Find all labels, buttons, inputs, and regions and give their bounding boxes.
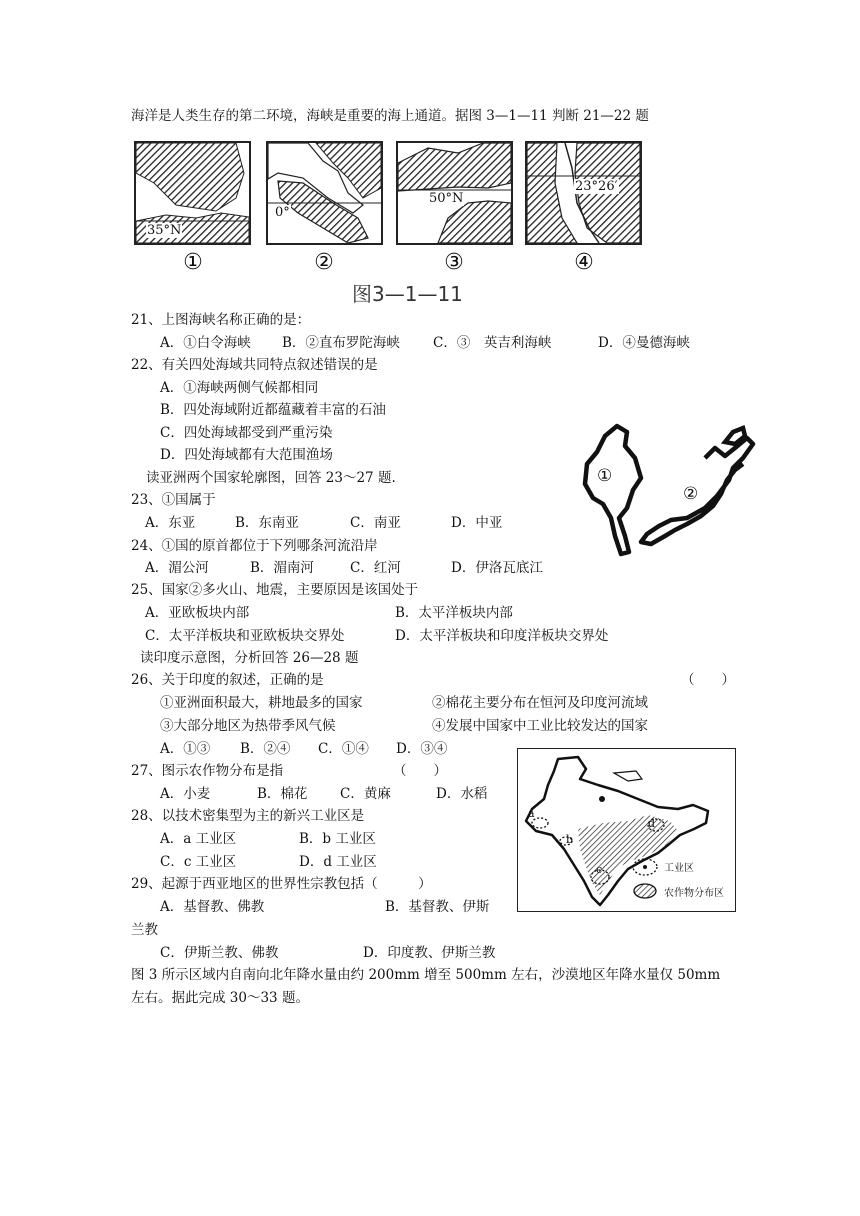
q27-stem: 27、图示农作物分布是指 xyxy=(131,763,284,779)
legend-crop-label: 农作物分布区 xyxy=(664,888,724,899)
q27-answer-bracket: （ ） xyxy=(393,763,447,779)
closing-line-2: 左右。据此完成 30～33 题。 xyxy=(131,990,309,1006)
strait-map-2 xyxy=(266,141,383,245)
strait-map-3 xyxy=(396,141,513,245)
strait-map-1-number: ① xyxy=(183,250,203,275)
q21-option-c: C．③ 英吉利海峡 xyxy=(433,335,552,351)
q21-option-b: B．②直布罗陀海峡 xyxy=(282,335,400,351)
q21-option-a: A．①白令海峡 xyxy=(160,335,251,351)
q29-stem: 29、起源于西亚地区的世界性宗教包括（ ） xyxy=(131,876,432,892)
strait-map-2-number: ② xyxy=(314,250,334,275)
q27-option-a: A．小麦 xyxy=(160,786,211,802)
strait-map-1 xyxy=(134,141,251,245)
q26-option-c: C．①④ xyxy=(318,741,369,757)
q23-option-d: D．中亚 xyxy=(451,515,503,531)
q24-option-d: D．伊洛瓦底江 xyxy=(451,560,543,576)
strait-map-2-label: 0° xyxy=(275,205,290,220)
q23-option-b: B．东南亚 xyxy=(235,515,299,531)
closing-line-1: 图 3 所示区域内自南向北年降水量由约 200mm 增至 500mm 左右，沙漠地区年降水量仅 50mm xyxy=(131,967,721,983)
asia-map-label-1: ① xyxy=(597,466,613,486)
q25-stem: 25、国家②多火山、地震，主要原因是该国处于 xyxy=(131,582,419,598)
q26-option-b: B．②④ xyxy=(240,741,291,757)
q21-stem: 21、上图海峡名称正确的是： xyxy=(131,312,311,328)
india-map-label-c: c xyxy=(596,863,603,876)
india-map xyxy=(517,748,736,912)
q28-option-d: D．d 工业区 xyxy=(299,854,377,870)
figure-caption: 图3—1—11 xyxy=(352,282,463,306)
q22-option-c: C．四处海域都受到严重污染 xyxy=(160,425,333,441)
q26-statement-4: ④发展中国家中工业比较发达的国家 xyxy=(432,718,648,734)
q25-option-a: A．亚欧板块内部 xyxy=(145,605,250,621)
strait-map-3-number: ③ xyxy=(444,250,464,275)
q23-option-c: C．南亚 xyxy=(350,515,401,531)
q25-option-d: D．太平洋板块和印度洋板块交界处 xyxy=(395,628,609,644)
asia-countries-map xyxy=(575,418,760,558)
q26-statement-3: ③大部分地区为热带季风气候 xyxy=(160,718,336,734)
q22-option-a: A．①海峡两侧气候都相同 xyxy=(160,380,319,396)
q25-option-c: C．太平洋板块和亚欧板块交界处 xyxy=(145,628,345,644)
q26-stem: 26、关于印度的叙述，正确的是 xyxy=(131,672,324,688)
q24-stem: 24、①国的原首都位于下列哪条河流沿岸 xyxy=(131,538,378,554)
asia-map-label-2: ② xyxy=(683,484,699,504)
q28-option-c: C．c 工业区 xyxy=(160,854,237,870)
strait-map-4 xyxy=(525,141,642,245)
strait-map-4-number: ④ xyxy=(574,250,594,275)
q29-option-d: D．印度教、伊斯兰教 xyxy=(363,945,496,961)
q21-option-d: D．④曼德海峡 xyxy=(598,335,690,351)
q27-option-b: B．棉花 xyxy=(257,786,308,802)
q27-option-d: D．水稻 xyxy=(436,786,488,802)
q29-option-c: C．伊斯兰教、佛教 xyxy=(160,945,279,961)
strait-map-1-label: 35°N xyxy=(147,223,182,238)
q26-answer-bracket: （ ） xyxy=(681,672,735,688)
read-instruction-2: 读印度示意图，分析回答 26—28 题 xyxy=(140,650,359,666)
q29-option-b-continued: 兰教 xyxy=(131,922,158,938)
q28-stem: 28、以技术密集型为主的新兴工业区是 xyxy=(131,808,365,824)
q26-option-d: D．③④ xyxy=(396,741,448,757)
strait-map-4-label: 23°26′ xyxy=(575,179,618,194)
q29-option-b: B．基督教、伊斯 xyxy=(385,899,490,915)
strait-map-3-label: 50°N xyxy=(429,191,464,206)
q24-option-b: B．湄南河 xyxy=(250,560,314,576)
read-instruction-1: 读亚洲两个国家轮廓图，回答 23～27 题. xyxy=(146,470,396,486)
legend-industry-label: 工业区 xyxy=(664,863,694,874)
q28-option-a: A．a 工业区 xyxy=(160,831,237,847)
india-map-label-b: b xyxy=(566,833,574,846)
q26-option-a: A．①③ xyxy=(160,741,211,757)
q22-option-b: B．四处海域附近都蕴藏着丰富的石油 xyxy=(160,402,386,418)
q26-statement-1: ①亚洲面积最大，耕地最多的国家 xyxy=(160,695,363,711)
india-map-label-d: d xyxy=(648,817,656,830)
q24-option-c: C．红河 xyxy=(350,560,401,576)
q23-stem: 23、①国属于 xyxy=(131,492,216,508)
q23-option-a: A．东亚 xyxy=(145,515,196,531)
q22-stem: 22、有关四处海域共同特点叙述错误的是 xyxy=(131,357,378,373)
q24-option-a: A．湄公河 xyxy=(145,560,209,576)
india-map-label-a: a xyxy=(528,807,535,820)
q27-option-c: C．黄麻 xyxy=(340,786,391,802)
q22-option-d: D．四处海域都有大范围渔场 xyxy=(160,447,333,463)
q28-option-b: B．b 工业区 xyxy=(299,831,376,847)
q26-statement-2: ②棉花主要分布在恒河及印度河流域 xyxy=(432,695,648,711)
strait-map-2-svg xyxy=(268,143,381,243)
q25-option-b: B．太平洋板块内部 xyxy=(395,605,513,621)
q29-option-a: A．基督教、佛教 xyxy=(160,899,265,915)
asia-countries-svg xyxy=(575,418,760,558)
intro-text: 海洋是人类生存的第二环境，海峡是重要的海上通道。据图 3—1—11 判断 21—22 题 xyxy=(131,108,649,124)
